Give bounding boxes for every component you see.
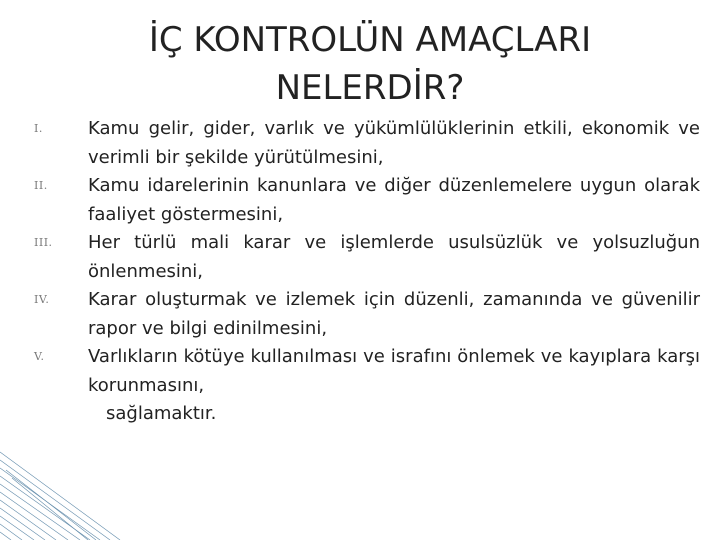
- objectives-list: [34, 115, 700, 429]
- list-item: [34, 229, 700, 286]
- list-marker: III.: [34, 236, 53, 249]
- list-item: [34, 343, 700, 400]
- list-item: [34, 172, 700, 229]
- list-item-text: Her türlü mali karar ve işlemlerde usulsüzlük ve yolsuzluğun önlenmesini,: [88, 232, 700, 282]
- title-line-1: İÇ KONTROLÜN AMAÇLARI: [148, 20, 592, 60]
- list-item: [34, 115, 700, 172]
- list-marker: V.: [34, 350, 45, 363]
- list-item-text: Kamu gelir, gider, varlık ve yükümlülüklerinin etkili, ekonomik ve verimli bir şekilde yürütülmesini,: [88, 118, 700, 168]
- slide-title: [60, 16, 680, 112]
- list-item: [34, 286, 700, 343]
- list-marker: IV.: [34, 293, 50, 306]
- list-marker: I.: [34, 122, 43, 135]
- list-item-text: Varlıkların kötüye kullanılması ve israfını önlemek ve kayıplara karşı korunmasını,: [88, 346, 700, 396]
- list-marker: II.: [34, 179, 48, 192]
- list-item-text: Kamu idarelerinin kanunlara ve diğer düzenlemelere uygun olarak faaliyet göstermesini,: [88, 175, 700, 225]
- title-line-2: NELERDİR?: [275, 68, 465, 108]
- closing-text: sağlamaktır.: [106, 403, 217, 424]
- list-item-text: Karar oluşturmak ve izlemek için düzenli, zamanında ve güvenilir rapor ve bilgi edinilmesini,: [88, 289, 700, 339]
